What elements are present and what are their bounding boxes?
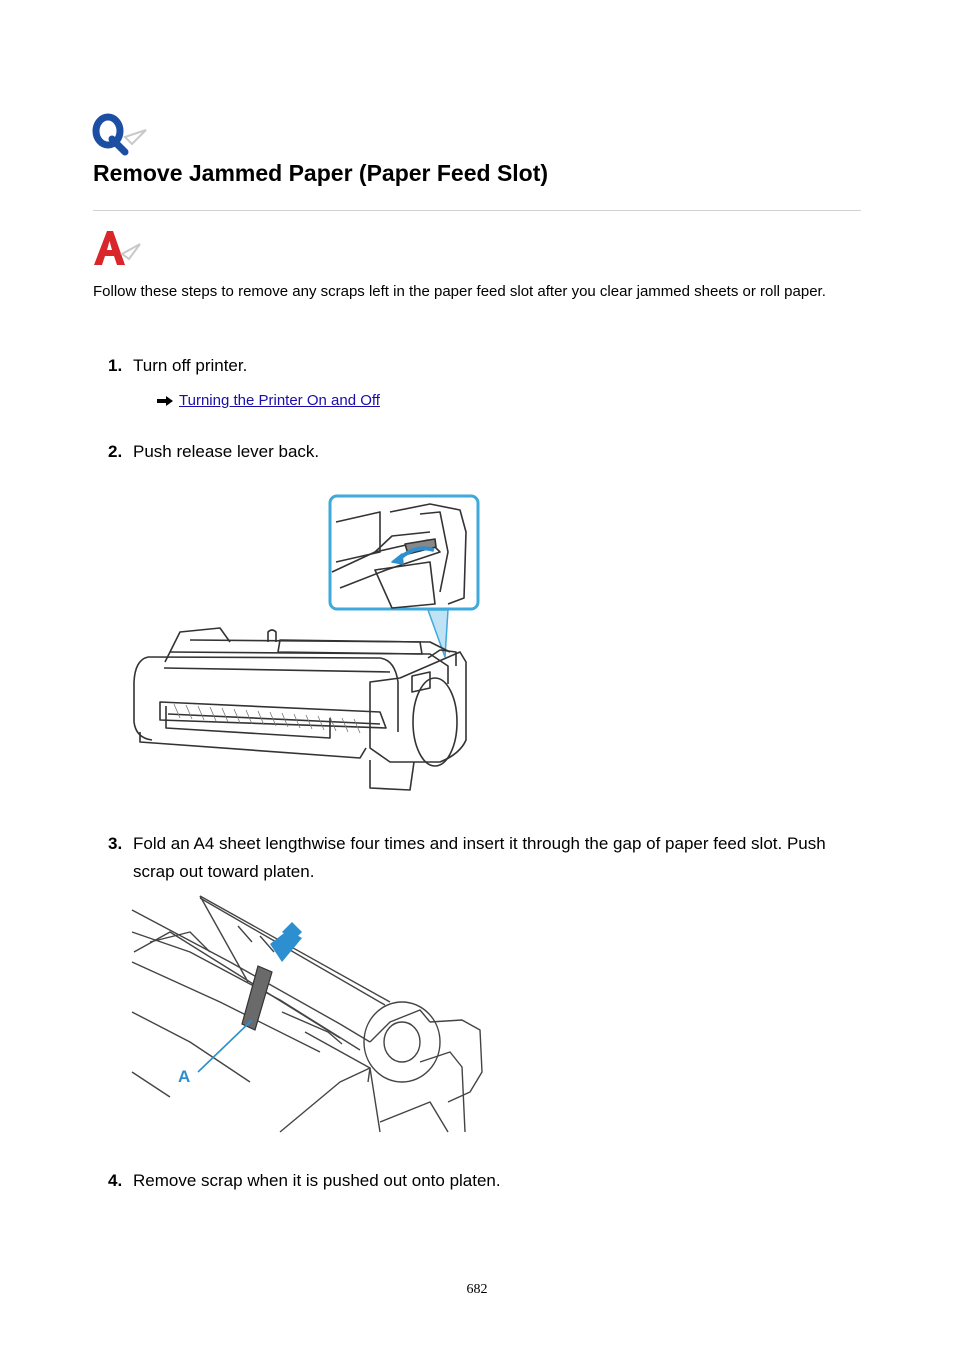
step-text: Push release lever back.: [133, 442, 320, 461]
step-4: [108, 1167, 501, 1195]
turning-printer-on-off-link[interactable]: Turning the Printer On and Off: [179, 392, 380, 409]
divider: [93, 210, 861, 211]
answer-icon: [92, 228, 142, 268]
page-title: Remove Jammed Paper (Paper Feed Slot): [93, 160, 549, 186]
question-icon: [92, 112, 148, 156]
step-1: [108, 352, 248, 380]
related-link-row: [157, 390, 380, 412]
page-number: 682: [466, 1282, 488, 1297]
paper-feed-slot-illustration: [130, 892, 486, 1134]
step-3: [108, 830, 826, 881]
printer-release-lever-illustration: [130, 492, 482, 798]
step-2: [108, 438, 320, 466]
callout-label-a: A: [178, 1067, 191, 1086]
step-number: 3.: [108, 834, 123, 853]
step-number: 2.: [108, 442, 123, 461]
step-number: 1.: [108, 356, 123, 375]
step-text: Fold an A4 sheet lengthwise four times and insert it through the gap of paper feed slot. Push scrap out toward platen.: [133, 834, 826, 881]
step-text: Remove scrap when it is pushed out onto platen.: [133, 1171, 501, 1190]
arrow-right-icon: [157, 396, 173, 406]
step-number: 4.: [108, 1171, 123, 1190]
step-text: Turn off printer.: [133, 356, 248, 375]
intro-text: Follow these steps to remove any scraps left in the paper feed slot after you clear jammed sheets or roll paper.: [93, 283, 826, 300]
